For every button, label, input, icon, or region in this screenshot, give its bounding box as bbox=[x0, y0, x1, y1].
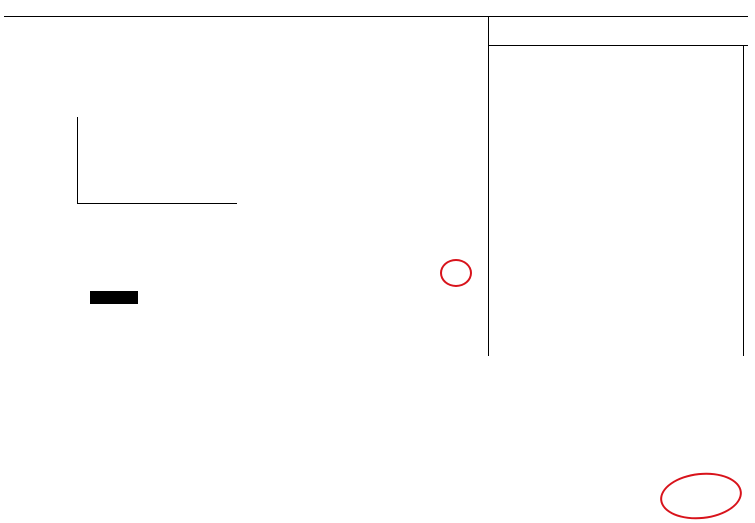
red-annotation-circle bbox=[440, 259, 472, 287]
conceptos-right-border bbox=[743, 46, 744, 356]
chart-y-axis-line bbox=[77, 117, 78, 204]
conceptos-title-box bbox=[488, 16, 748, 46]
red-annotation-total-circle bbox=[658, 469, 744, 523]
header-divider bbox=[4, 16, 488, 17]
chart-x-axis-line bbox=[77, 203, 237, 204]
redacted-name bbox=[90, 291, 138, 304]
conceptos-left-border bbox=[488, 46, 489, 356]
